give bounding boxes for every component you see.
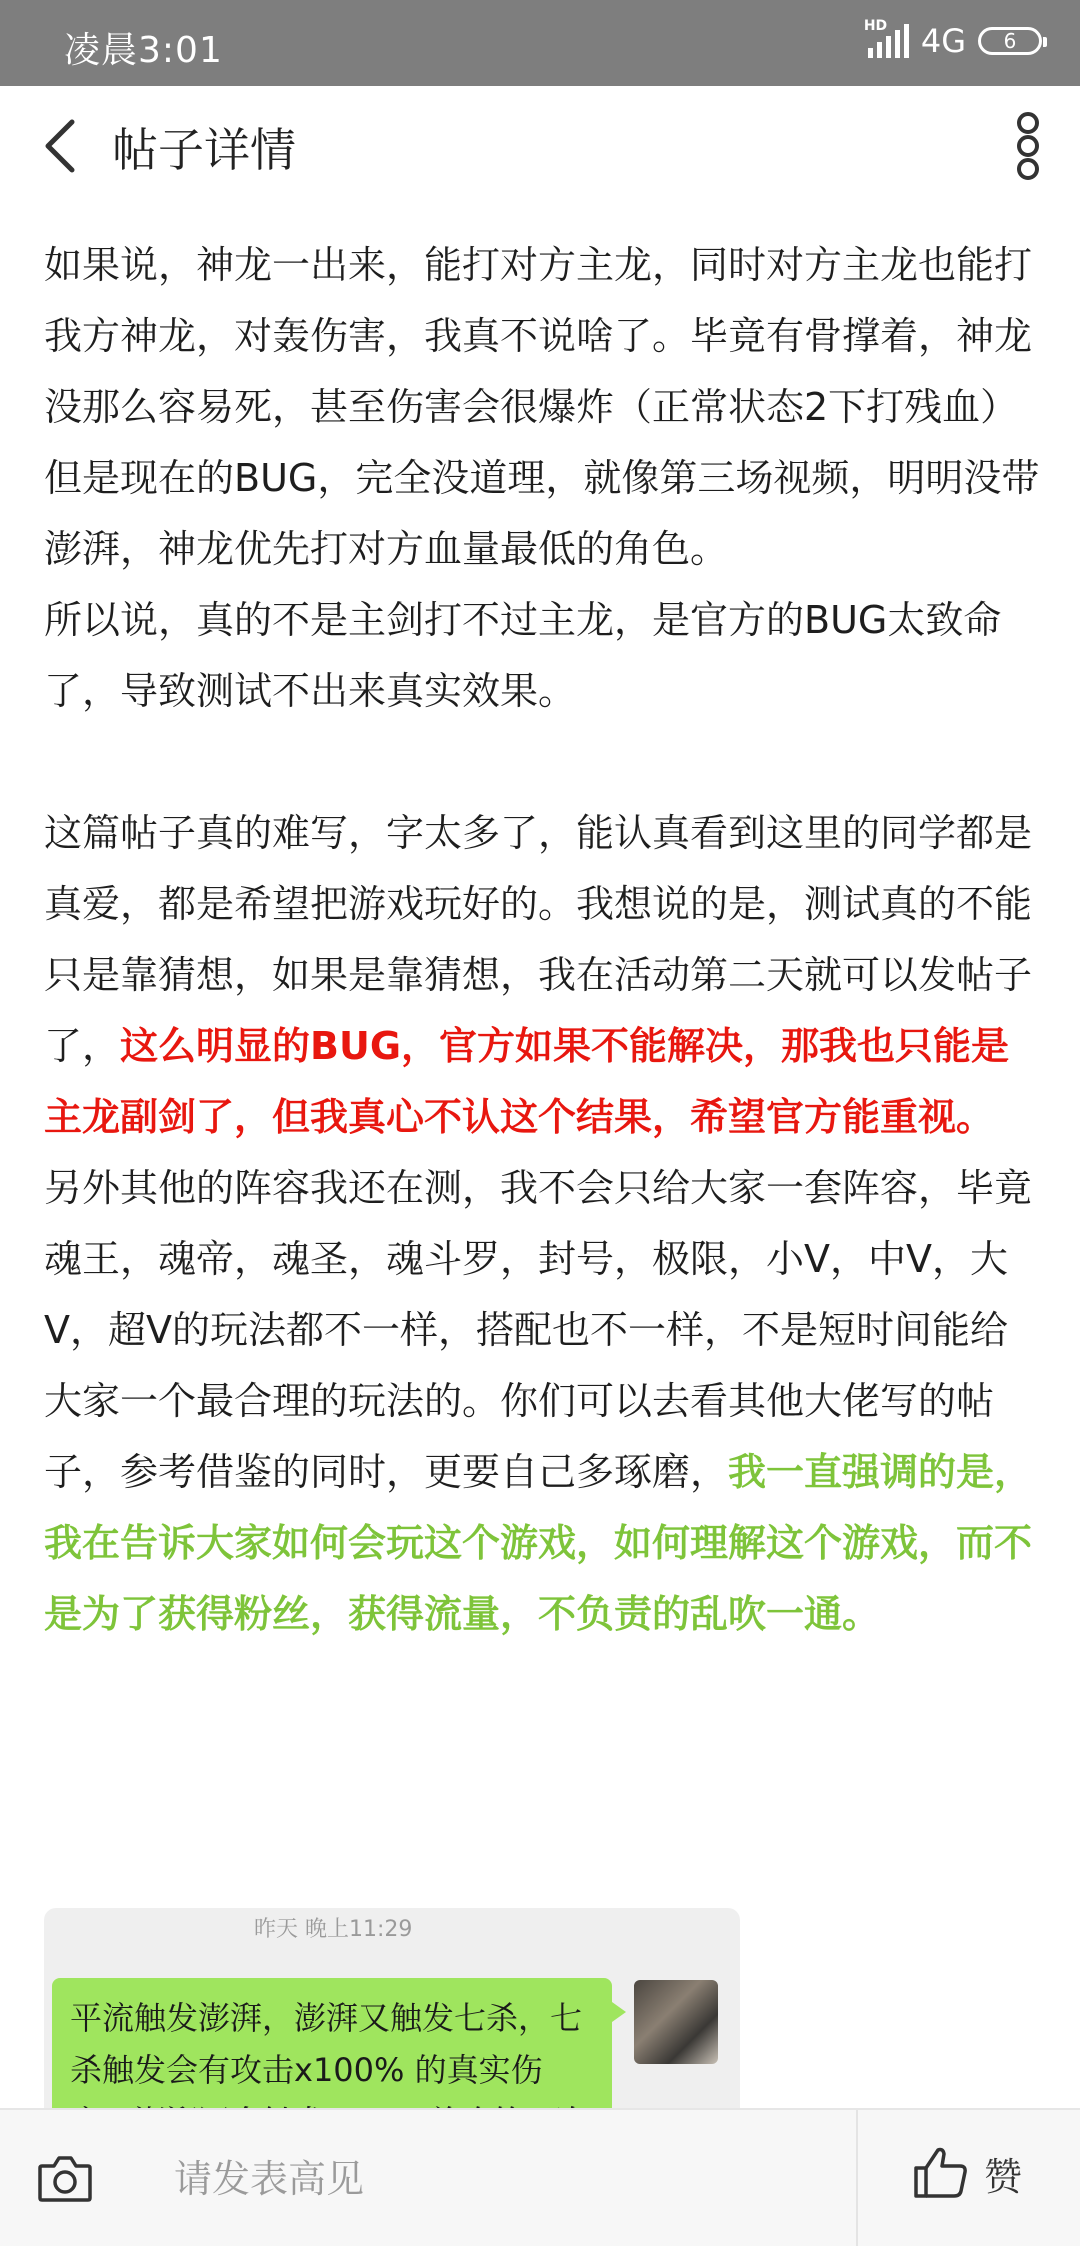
paragraph-3-text: 这篇帖子真的难写，字太多了，能认真看到这里的同学都是真爱，都是希望把游戏玩好的。我想说的是，测试真的不能只是靠猜想，如果是靠猜想，我在活动第二天就可以发帖子了， (44, 811, 1033, 1068)
camera-icon[interactable] (36, 2150, 94, 2206)
battery-level: 6 (1003, 29, 1017, 53)
status-indicators (863, 18, 1042, 60)
battery-icon (978, 27, 1042, 55)
like-button[interactable] (912, 2144, 1022, 2202)
page-title: 帖子详情 (112, 123, 296, 177)
bar-divider (856, 2110, 858, 2246)
avatar (634, 1980, 718, 2064)
hd-label: HD (863, 18, 888, 34)
chat-bubble: 平流触发澎湃，澎湃又触发七杀，七杀触发会有攻击x100% 的真实伤 (52, 1978, 612, 2162)
post-paragraph-4 (44, 1153, 1044, 1650)
thumbs-up-icon (912, 2144, 970, 2202)
paragraph-4-text: 另外其他的阵容我还在测，我不会只给大家一套阵容，毕竟魂王，魂帝，魂圣，魂斗罗，封号，极限，小V，中V，大V，超V的玩法都不一样，搭配也不一样，不是短时间能给大家一个最合理的玩法的。你们可以去看其他大佬写的帖子，参考借鉴的同时，更要自己多琢磨， (44, 1166, 1033, 1494)
back-arrow-icon[interactable] (34, 116, 94, 176)
comment-bar (0, 2108, 1080, 2246)
signal-icon (863, 18, 909, 58)
chat-timestamp: 昨天 晚上11:29 (254, 1917, 413, 1942)
top-bar (0, 86, 1080, 206)
post-paragraph-1: 如果说，神龙一出来，能打对方主龙，同时对方主龙也能打我方神龙，对轰伤害，我真不说啥了。毕竟有骨撑着，神龙没那么容易死，甚至伤害会很爆炸（正常状态2下打残血）但是现在的BUG，完全没道理，就像第三场视频，明明没带澎湃，神龙优先打对方血量最低的角色。 (44, 243, 1040, 571)
comment-input[interactable] (172, 2150, 776, 2208)
post-paragraph-2: 所以说，真的不是主剑打不过主龙，是官方的BUG太致命了，导致测试不出来真实效果。 (44, 598, 1002, 713)
paragraph-spacer (44, 727, 1044, 798)
post-content (44, 230, 1044, 1650)
highlight-green-text: 我一直强调的是，我在告诉大家如何会玩这个游戏，如何理解这个游戏，而不是为了获得粉丝，获得流量，不负责的乱吹一通。 (44, 1450, 1033, 1636)
like-label: 赞 (984, 2154, 1023, 2199)
highlight-red-text: 这么明显的BUG，官方如果不能解决，那我也只能是主龙副剑了，但我真心不认这个结果，希望官方能重视。 (44, 1024, 1010, 1139)
status-time: 凌晨3:01 (64, 30, 223, 71)
network-type: 4G (920, 22, 966, 60)
post-paragraph-3 (44, 798, 1044, 1153)
more-options-icon[interactable] (1008, 112, 1048, 180)
status-bar (0, 0, 1080, 86)
